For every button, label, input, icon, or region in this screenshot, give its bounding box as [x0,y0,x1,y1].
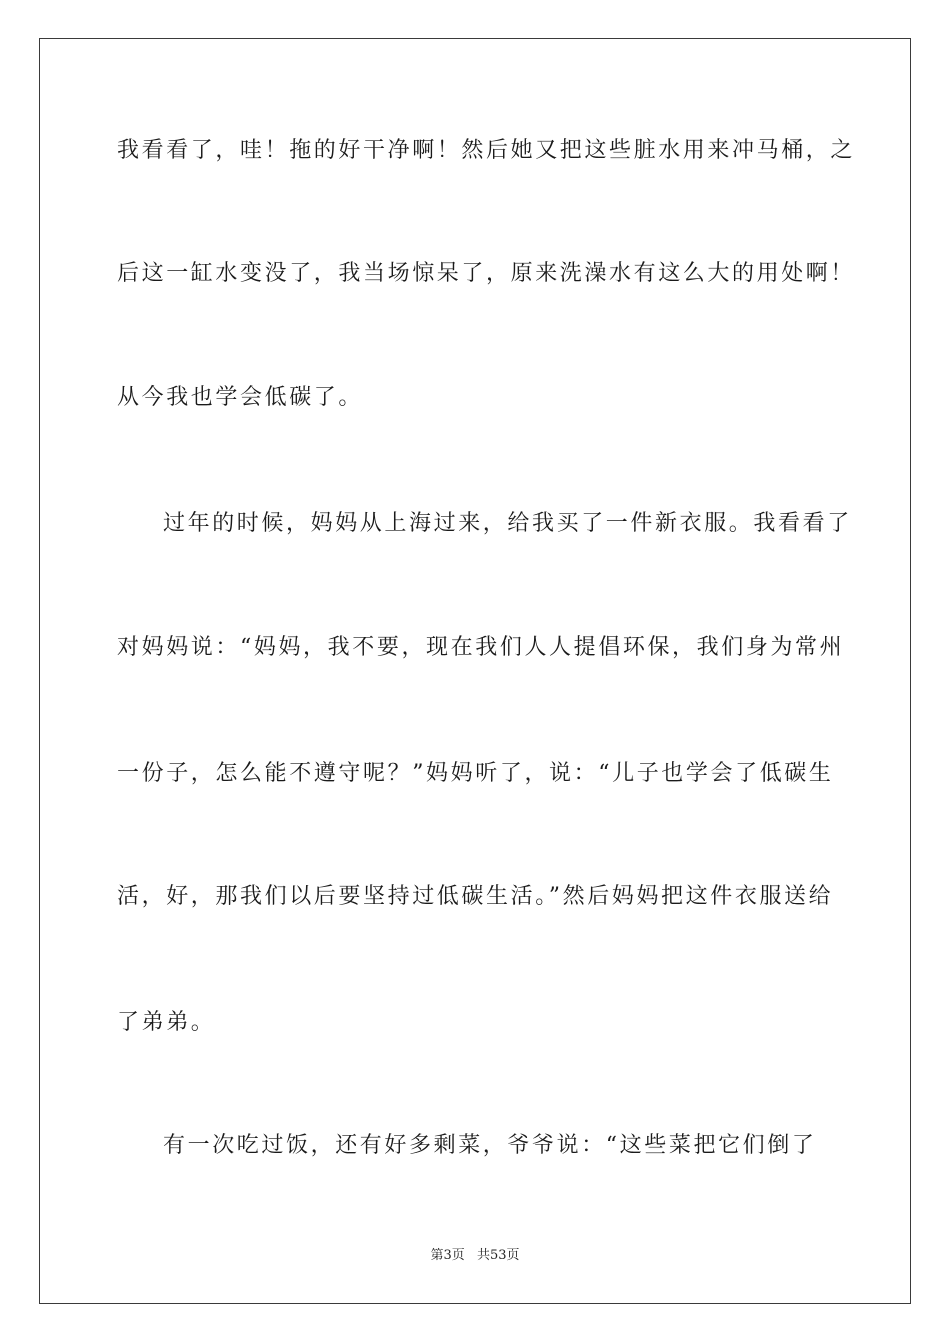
page-border [39,38,911,1304]
text-line: 从今我也学会低碳了。 [117,385,364,410]
page-footer [0,1247,950,1265]
text-line: 活，好，那我们以后要坚持过低碳生活。”然后妈妈把这件衣服送给 [117,884,834,909]
text-line: 后这一缸水变没了，我当场惊呆了，原来洗澡水有这么大的用处啊！ [117,261,856,286]
text-line-paragraph-start: 有一次吃过饭，还有好多剩菜，爷爷说：“这些菜把它们倒了 [163,1133,817,1158]
text-line-paragraph-start: 过年的时候，妈妈从上海过来，给我买了一件新衣服。我看看了 [163,511,852,536]
page-number: 第3页 [430,1248,465,1263]
text-line: 我看看了，哇！拖的好干净啊！然后她又把这些脏水用来冲马桶，之 [117,138,856,163]
text-line: 了弟弟。 [117,1010,216,1035]
page-total: 共53页 [476,1248,520,1263]
text-line: 一份子，怎么能不遵守呢？”妈妈听了，说：“儿子也学会了低碳生 [117,761,834,786]
text-line: 对妈妈说：“妈妈，我不要，现在我们人人提倡环保，我们身为常州 [117,635,845,660]
